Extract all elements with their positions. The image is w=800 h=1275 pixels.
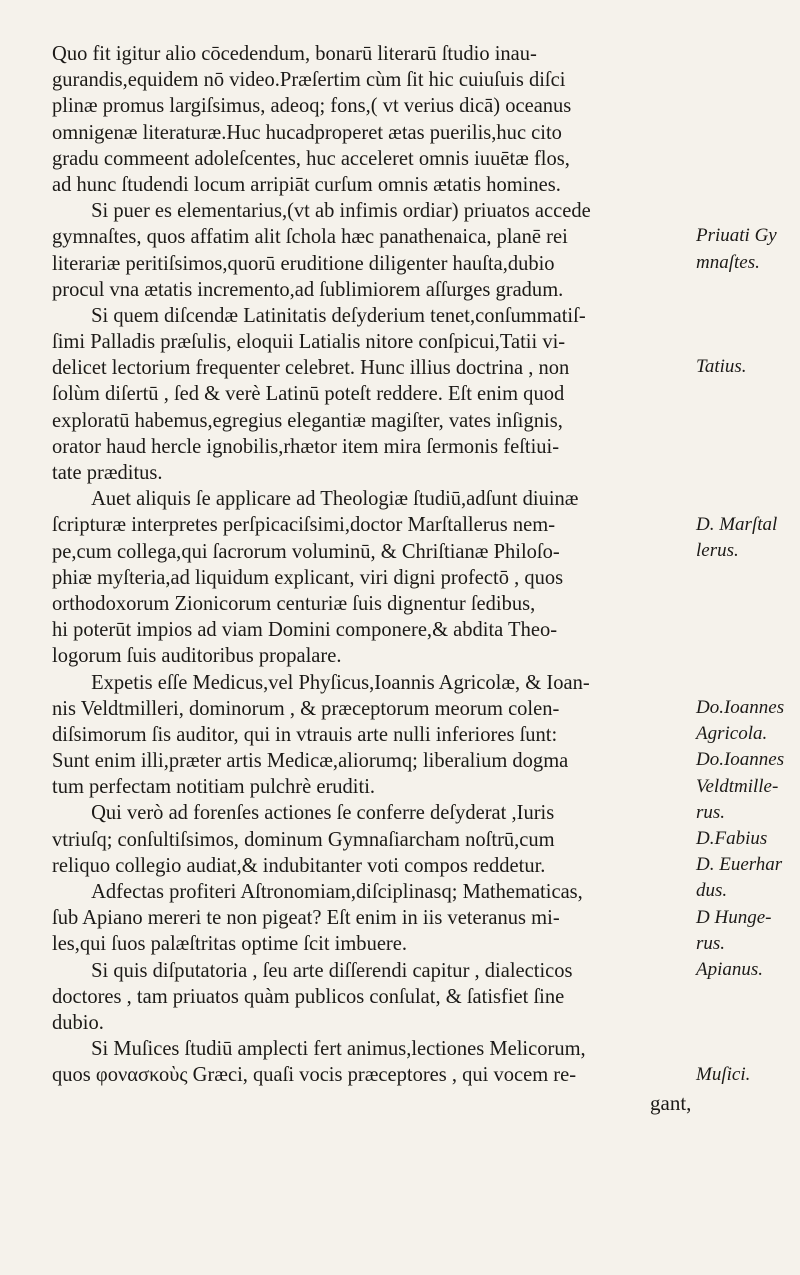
- text-line: phiæ myſteria,ad liquidum explicant, viri digni profectō , quos: [52, 564, 564, 589]
- text-line: ſolùm diſertū , ſed & verè Latinū poteſt reddere. Eſt enim quod: [52, 381, 565, 406]
- text-line: tate præditus.: [52, 460, 163, 484]
- text-line: exploratū habemus,egregius elegantiæ magiſter, vates inſignis,: [52, 407, 563, 432]
- text-line: Si quis diſputatoria , ſeu arte diſſerendi capitur , dialecticos: [91, 957, 573, 982]
- text-line: ſimi Palladis præſulis, eloquii Latialis nitore conſpicui,Tatii vi-: [52, 329, 566, 354]
- text-line: doctores , tam priuatos quàm publicos conſulat, & ſatisfiet ſine: [52, 983, 565, 1008]
- margin-note: mnaſtes.: [696, 251, 760, 273]
- text-line: Si Muſices ſtudiū amplecti fert animus,lectiones Melicorum,: [91, 1036, 586, 1061]
- margin-note: D. Euerhar: [696, 854, 783, 876]
- margin-note: D.Fabius: [696, 828, 768, 849]
- text-line: Si quem diſcendæ Latinitatis deſyderium tenet,conſummatiſ-: [91, 302, 586, 327]
- margin-note: lerus.: [696, 539, 739, 561]
- text-line: omnigenæ literaturæ.Huc hucadproperet ætas puerilis,huc cito: [52, 119, 562, 144]
- margin-note: Tatius.: [696, 356, 747, 378]
- text-line: quos φονασκοὺς Græci, quaſi vocis præceptores , qui vocem re-: [52, 1062, 577, 1087]
- margin-note: Agricola.: [696, 723, 768, 745]
- text-line: gradu commeent adoleſcentes, huc acceleret omnis iuuētæ flos,: [52, 145, 570, 170]
- margin-note: rus.: [696, 801, 726, 823]
- text-line: delicet lectorium frequenter celebret. Hunc illius doctrina , non: [52, 355, 570, 380]
- text-line: literariæ peritiſsimos,quorū eruditione diligenter hauſta,dubio: [52, 250, 555, 275]
- text-line: Quo fit igitur alio cōcedendum, bonarū literarū ſtudio inau-: [52, 41, 537, 65]
- text-line: vtriuſq; conſultiſsimos, dominum Gymnaſiarcham noſtrū,cum: [52, 826, 555, 851]
- text-line: gurandis,equidem nō video.Præſertim cùm ſit hic cuiuſuis diſci: [52, 67, 566, 92]
- text-line: logorum ſuis auditoribus propalare.: [52, 643, 342, 668]
- text-line: tum perfectam notitiam pulchrè eruditi.: [52, 774, 376, 799]
- text-line: Sunt enim illi,præter artis Medicæ,aliorumq; liberalium dogma: [52, 748, 569, 773]
- text-line: gymnaſtes, quos affatim alit ſchola hæc panathenaica, planē rei: [52, 224, 568, 249]
- main-text-block: [52, 40, 712, 1088]
- text-line: hi poterūt impios ad viam Domini componere,& abdita Theo-: [52, 617, 558, 642]
- margin-note: rus.: [696, 932, 726, 954]
- text-line: orator haud hercle ignobilis,rhætor item mira ſermonis feſtiui-: [52, 433, 560, 458]
- margin-note: Do.Ioannes: [696, 749, 785, 771]
- text-line: Qui verò ad forenſes actiones ſe conferre deſyderat ,Iuris: [91, 800, 555, 825]
- margin-note: D. Marſtal: [696, 513, 778, 535]
- text-line: ſub Apiano mereri te non pigeat? Eſt enim in iis veteranus mi-: [52, 905, 560, 930]
- margin-note: Priuati Gy: [696, 225, 777, 247]
- text-line: diſsimorum ſis auditor, qui in vtrauis arte nulli inferiores ſunt:: [52, 721, 558, 746]
- margin-note: Veldtmille-: [696, 775, 779, 797]
- margin-note: D Hunge-: [696, 906, 772, 928]
- text-line: Expetis eſſe Medicus,vel Phyſicus,Ioannis Agricolæ, & Ioan-: [91, 669, 590, 694]
- text-line: orthodoxorum Zionicorum centuriæ ſuis dignentur ſedibus,: [52, 590, 536, 615]
- text-line: nis Veldtmilleri, dominorum , & præceptorum meorum colen-: [52, 695, 560, 720]
- text-line: ſcripturæ interpretes perſpicaciſsimi,doctor Marſtallerus nem-: [52, 512, 556, 537]
- margin-note: Do.Ioannes: [696, 697, 785, 718]
- margin-note: dus.: [696, 880, 728, 902]
- text-line: Si puer es elementarius,(vt ab infimis ordiar) priuatos accede: [91, 198, 591, 223]
- text-line: les,qui ſuos palæſtritas optime ſcit imbuere.: [52, 931, 408, 956]
- text-line: ad hunc ſtudendi locum arripiāt curſum omnis ætatis homines.: [52, 171, 561, 196]
- text-line: dubio.: [52, 1009, 104, 1034]
- margin-note: Muſici.: [696, 1063, 751, 1085]
- margin-note: Apianus.: [696, 959, 764, 980]
- catchword: gant,: [650, 1091, 692, 1115]
- text-line: plinæ promus largiſsimus, adeoq; fons,( vt verius dicā) oceanus: [52, 93, 572, 118]
- text-line: Adfectas profiteri Aſtronomiam,diſciplinasq; Mathematicas,: [91, 879, 583, 903]
- text-line: reliquo collegio audiat,& indubitanter voti compos reddetur.: [52, 852, 546, 877]
- text-line: pe,cum collega,qui ſacrorum voluminū, & Chriſtianæ Philoſo-: [52, 538, 560, 563]
- text-line: Auet aliquis ſe applicare ad Theologiæ ſtudiū,adſunt diuinæ: [91, 486, 579, 511]
- text-line: procul vna ætatis incremento,ad ſublimiorem aſſurges gradum.: [52, 276, 564, 301]
